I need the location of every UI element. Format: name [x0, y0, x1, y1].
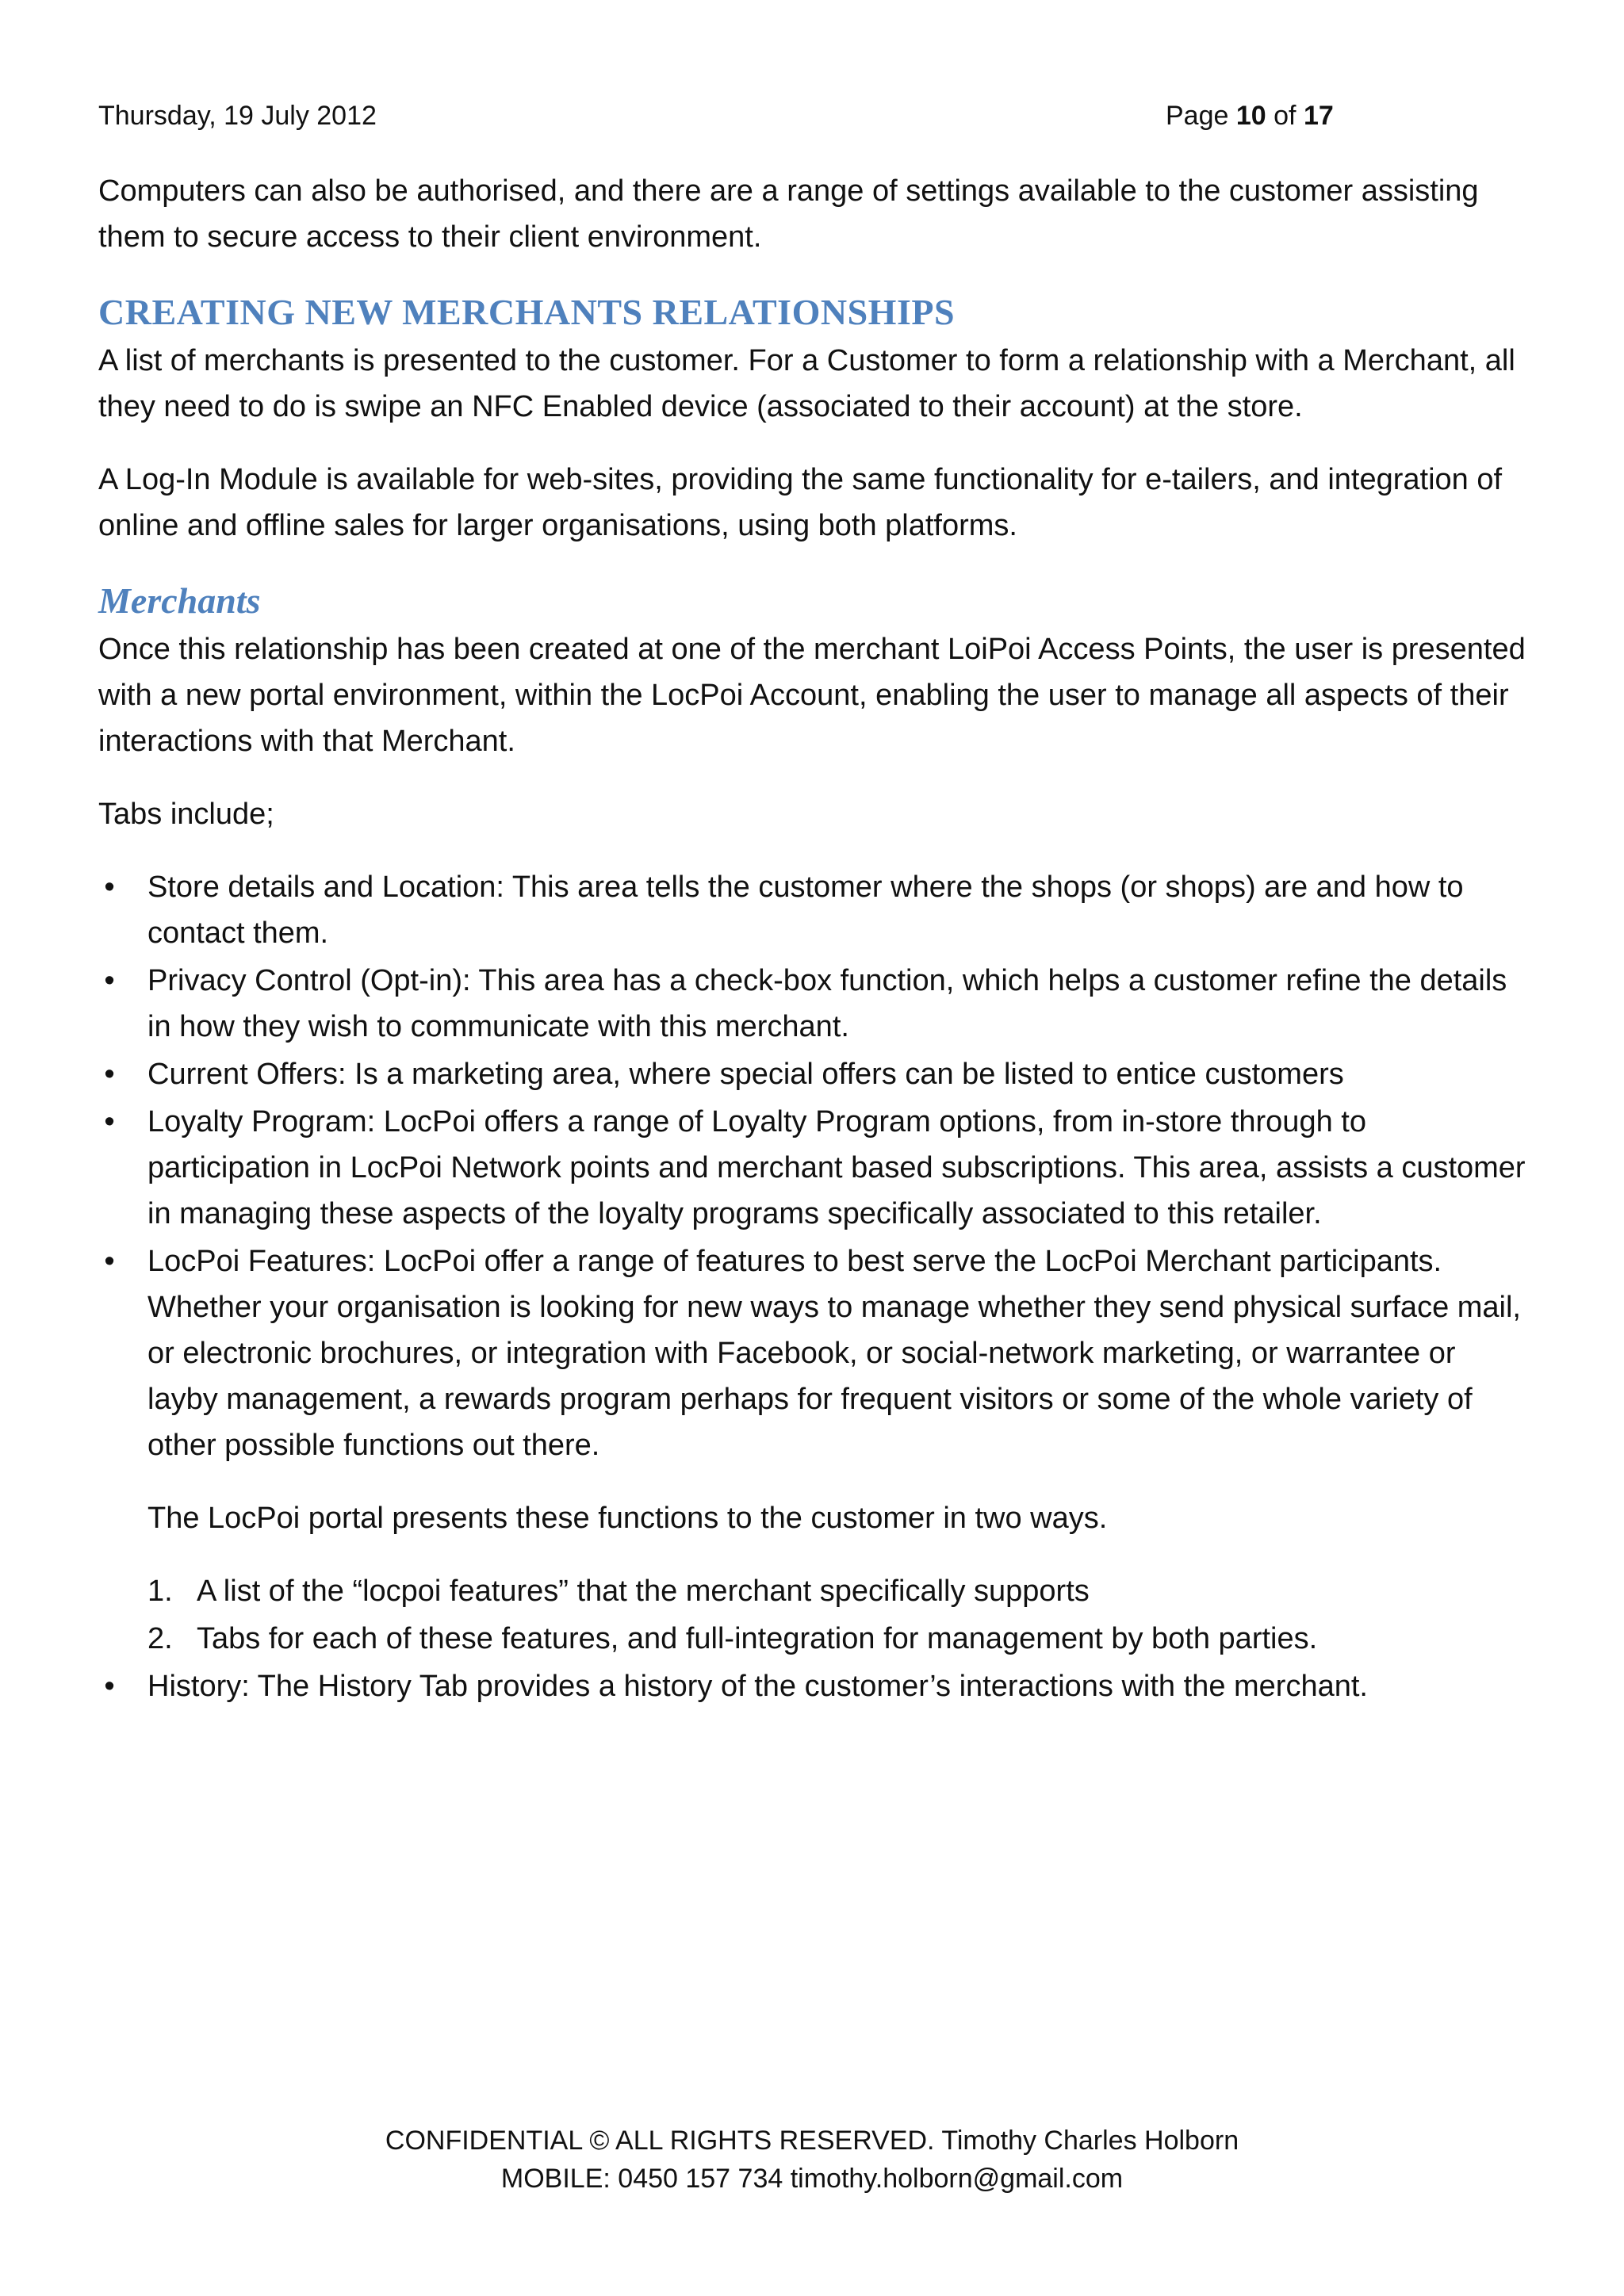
- numbered-item-text: A list of the “locpoi features” that the merchant specifically supports: [197, 1575, 1090, 1608]
- subheading-merchants: Merchants: [98, 580, 261, 621]
- section1-paragraph-2: A Log-In Module is available for web-sites, providing the same functionality for e-tailers, and integration of online and offline sales for larger organisations, using both platforms.: [98, 463, 1503, 542]
- list-item: [98, 1051, 1526, 1097]
- bullet-icon: •: [104, 1105, 115, 1138]
- page-header: [98, 95, 1332, 136]
- list-item: [98, 1238, 1526, 1662]
- list-item: [98, 1663, 1526, 1709]
- list-item: [98, 864, 1526, 956]
- list-item-text: Store details and Location: This area tells the customer where the shops (or shops) are and how to contact them.: [147, 871, 1464, 950]
- list-item-text: Privacy Control (Opt-in): This area has a check-box function, which helps a customer refine the details in how they wish to communicate with this merchant.: [147, 964, 1507, 1043]
- header-date: Thursday, 19 July 2012: [98, 101, 377, 131]
- footer-confidential: CONFIDENTIAL © ALL RIGHTS RESERVED. Timothy Charles Holborn: [385, 2126, 1239, 2156]
- item-number: 2.: [147, 1622, 173, 1655]
- page-footer: [0, 2122, 1624, 2198]
- bullet-icon: •: [104, 1245, 115, 1278]
- bullet-icon: •: [104, 964, 115, 997]
- page-total: 17: [1303, 101, 1334, 131]
- footer-contact: MOBILE: 0450 157 734 timothy.holborn@gmail.com: [500, 2164, 1124, 2194]
- list-item-text: LocPoi Features: LocPoi offer a range of features to best serve the LocPoi Merchant participants. Whether your organisation is looking for new ways to manage whether they send physical surface mail, or electronic brochures, or integration with Facebook, or social-network marketing, or warrantee or layby management, a rewards program perhaps for frequent visitors or some of the whole variety of other possible functions out there.: [147, 1245, 1521, 1462]
- features-paragraph: The LocPoi portal presents these functions to the customer in two ways.: [147, 1502, 1108, 1535]
- numbered-item: [147, 1616, 1526, 1662]
- page-of: of: [1274, 101, 1297, 131]
- bullet-icon: •: [104, 1670, 115, 1703]
- list-item-text: Loyalty Program: LocPoi offers a range of Loyalty Program options, from in-store through to participation in LocPoi Network points and merchant based subscriptions. This area, assists a customer in managing these aspects of the loyalty programs specifically associated to this retailer.: [147, 1105, 1526, 1230]
- numbered-item-text: Tabs for each of these features, and full-integration for management by both parties.: [197, 1622, 1318, 1655]
- tabs-bullet-list: [98, 864, 1526, 1709]
- section-heading-merchant-relationships: CREATING NEW MERCHANTS RELATIONSHIPS: [98, 292, 956, 332]
- features-numbered-list: [147, 1568, 1526, 1662]
- page-number: [1166, 95, 1334, 136]
- list-item-text: Current Offers: Is a marketing area, where special offers can be listed to entice customers: [147, 1058, 1344, 1091]
- intro-paragraph: Computers can also be authorised, and there are a range of settings available to the customer assisting them to secure access to their client environment.: [98, 174, 1479, 254]
- merchants-paragraph: Once this relationship has been created at one of the merchant LoiPoi Access Points, the user is presented with a new portal environment, within the LocPoi Account, enabling the user to manage all aspects of their interactions with that Merchant.: [98, 633, 1526, 758]
- bullet-icon: •: [104, 871, 115, 904]
- list-item: [98, 1099, 1526, 1237]
- item-number: 1.: [147, 1575, 173, 1608]
- tabs-intro: Tabs include;: [98, 798, 274, 831]
- section1-paragraph-1: A list of merchants is presented to the customer. For a Customer to form a relationship with a Merchant, all they need to do is swipe an NFC Enabled device (associated to their account) at the store.: [98, 344, 1515, 423]
- bullet-icon: •: [104, 1058, 115, 1091]
- list-item-text: History: The History Tab provides a history of the customer’s interactions with the merchant.: [147, 1670, 1368, 1703]
- numbered-item: [147, 1568, 1526, 1614]
- list-item: [98, 958, 1526, 1050]
- page-current: 10: [1235, 101, 1266, 131]
- page-body: [98, 168, 1526, 1711]
- page-prefix: Page: [1166, 101, 1229, 131]
